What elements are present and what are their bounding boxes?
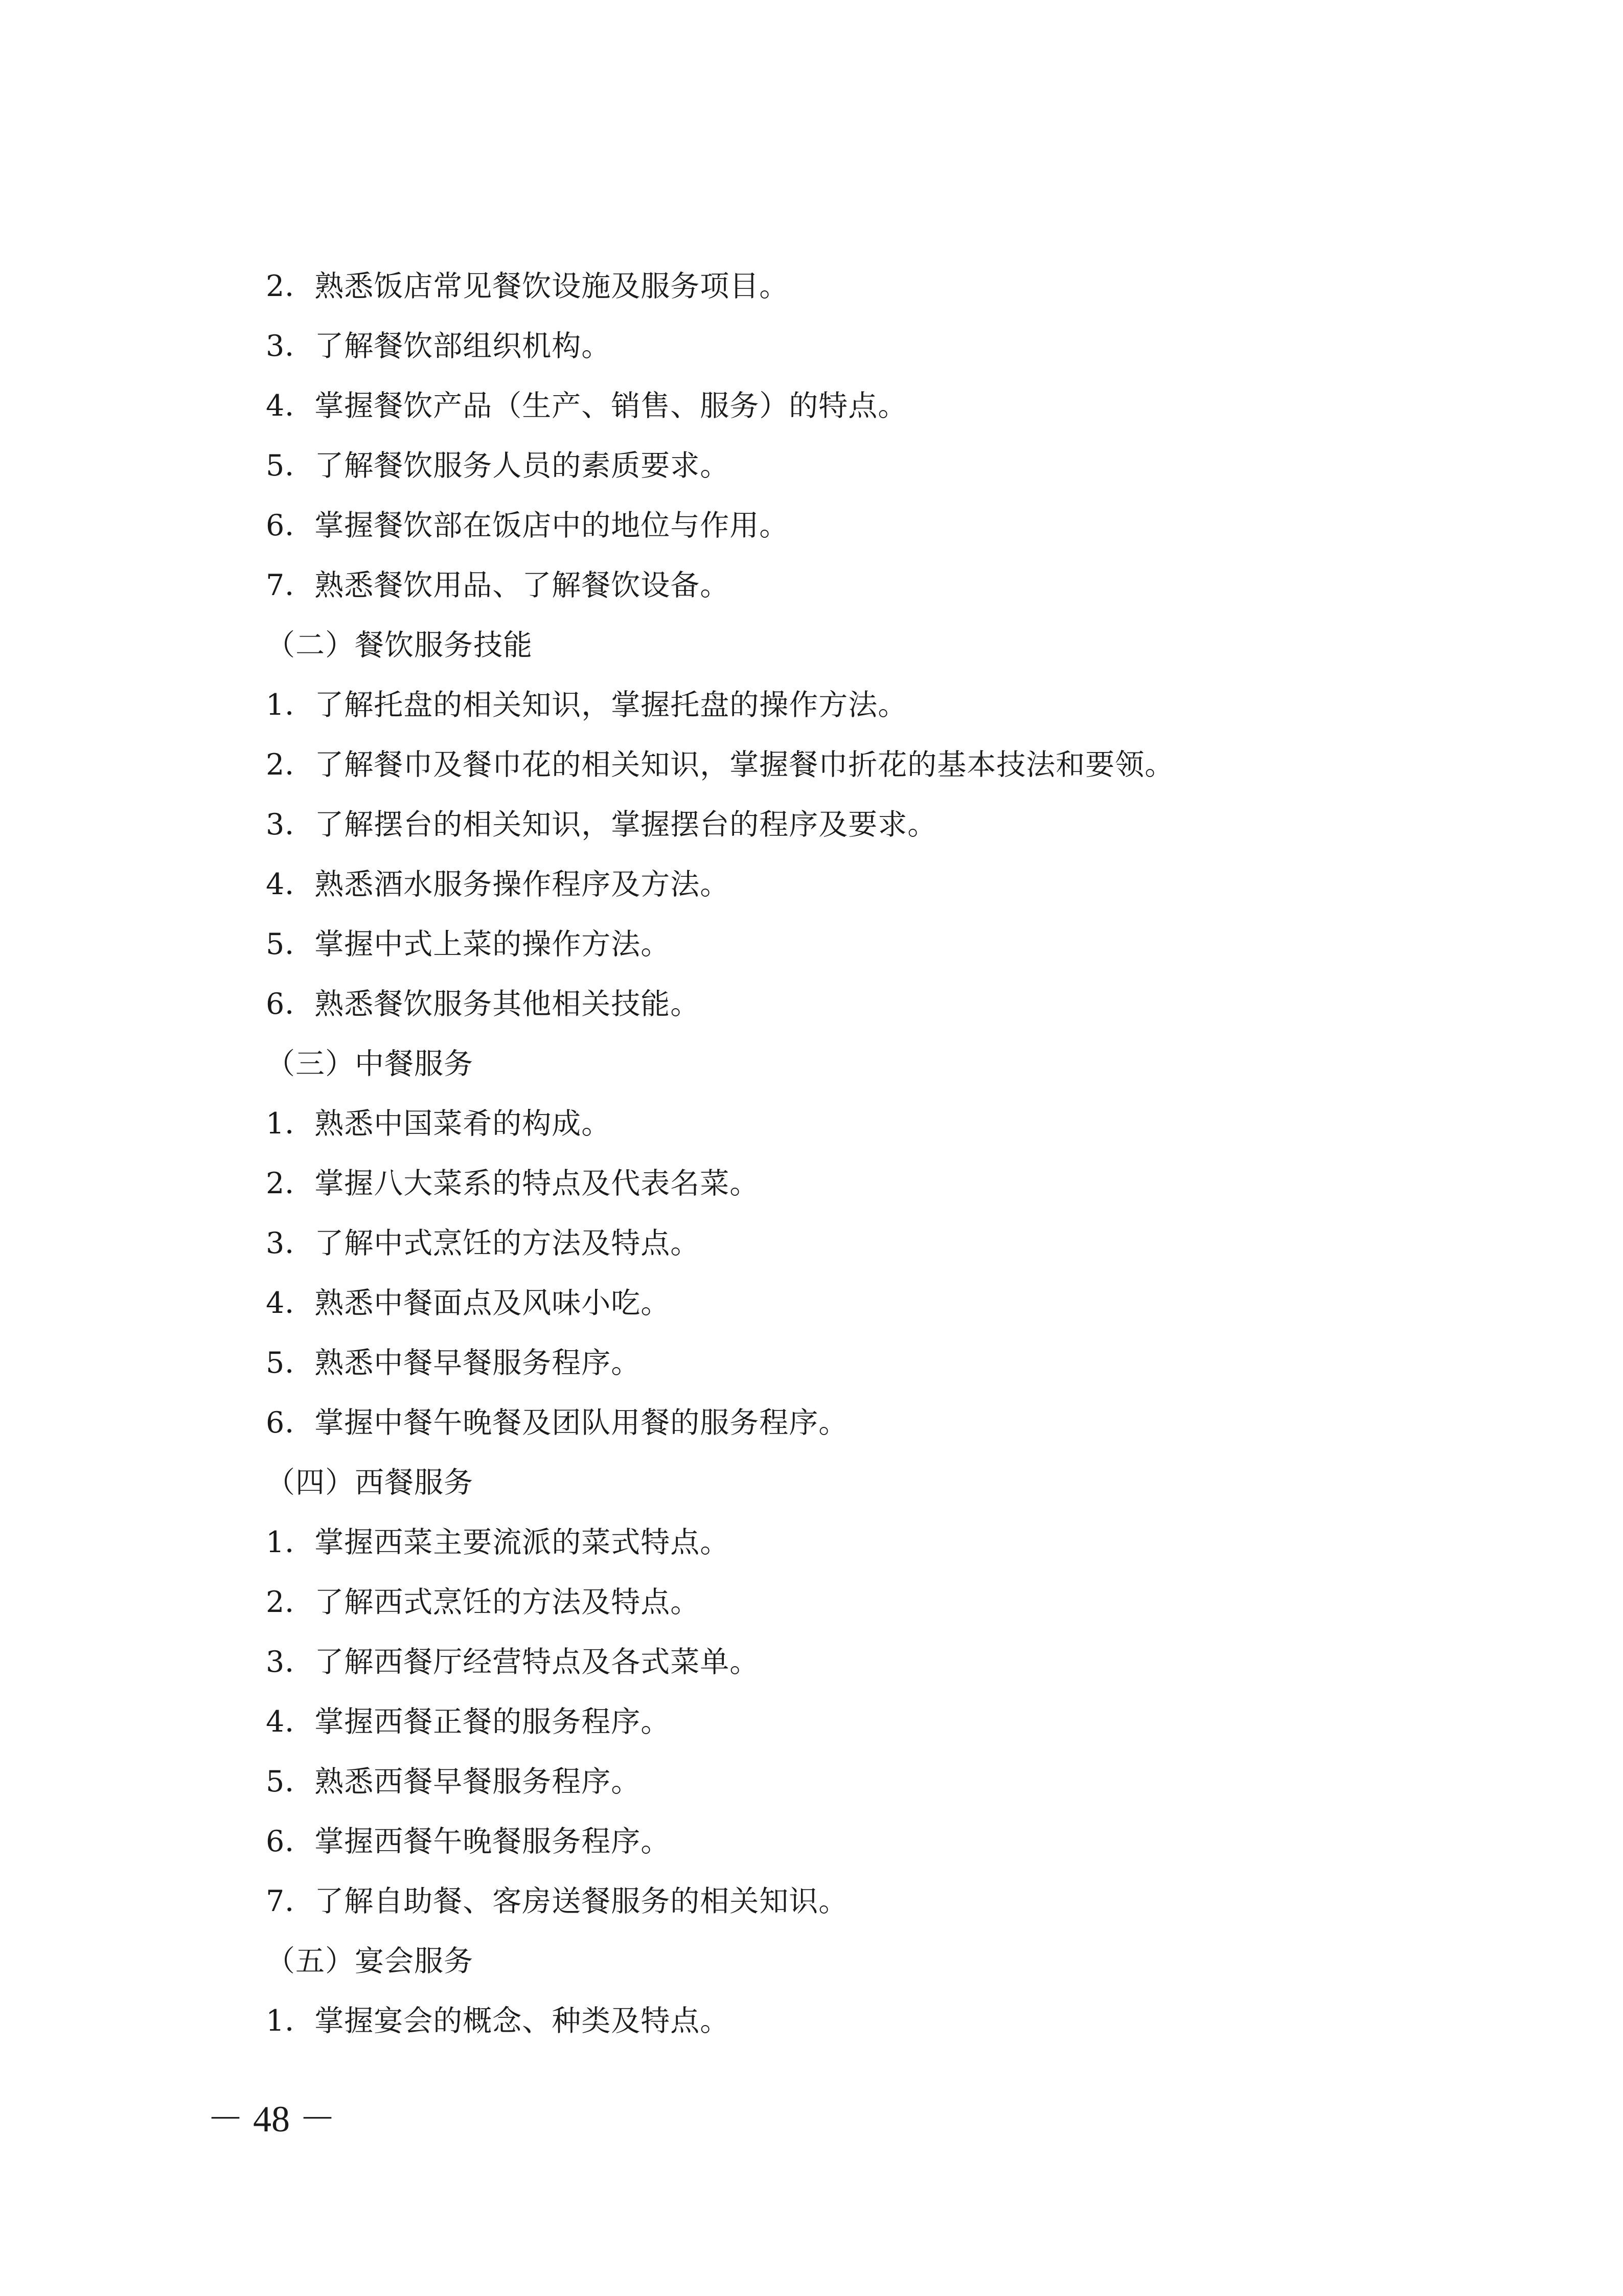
list-item: 1．掌握西菜主要流派的菜式特点。 — [266, 1526, 730, 1559]
list-item: 7．熟悉餐饮用品、了解餐饮设备。 — [266, 569, 730, 602]
list-item: 5．熟悉西餐早餐服务程序。 — [266, 1765, 641, 1799]
section-heading: （五）宴会服务 — [266, 1944, 473, 1978]
list-item: 6．掌握餐饮部在饭店中的地位与作用。 — [266, 509, 789, 542]
list-item: 2．熟悉饭店常见餐饮设施及服务项目。 — [266, 269, 789, 303]
list-item: 3．了解摆台的相关知识，掌握摆台的程序及要求。 — [266, 808, 938, 842]
list-item: 1．熟悉中国菜肴的构成。 — [266, 1107, 611, 1141]
section-heading: （三）中餐服务 — [266, 1047, 473, 1081]
list-item: 4．熟悉酒水服务操作程序及方法。 — [266, 868, 730, 901]
list-item: 5．了解餐饮服务人员的素质要求。 — [266, 449, 730, 483]
list-item: 3．了解西餐厅经营特点及各式菜单。 — [266, 1645, 760, 1679]
list-item: 4．掌握餐饮产品（生产、销售、服务）的特点。 — [266, 389, 908, 423]
list-item: 3．了解中式烹饪的方法及特点。 — [266, 1226, 700, 1260]
list-item: 4．熟悉中餐面点及风味小吃。 — [266, 1286, 671, 1320]
list-item: 7．了解自助餐、客房送餐服务的相关知识。 — [266, 1884, 849, 1918]
list-item: 2．了解餐巾及餐巾花的相关知识，掌握餐巾折花的基本技法和要领。 — [266, 748, 1175, 782]
list-item: 2．掌握八大菜系的特点及代表名菜。 — [266, 1167, 760, 1200]
list-item: 1．掌握宴会的概念、种类及特点。 — [266, 2004, 730, 2038]
list-item: 6．掌握中餐午晚餐及团队用餐的服务程序。 — [266, 1406, 849, 1440]
section-heading: （二）餐饮服务技能 — [266, 628, 533, 662]
page-number: － 48 － — [207, 2099, 336, 2140]
list-item: 1．了解托盘的相关知识，掌握托盘的操作方法。 — [266, 688, 908, 722]
list-item: 4．掌握西餐正餐的服务程序。 — [266, 1705, 671, 1739]
list-item: 5．掌握中式上菜的操作方法。 — [266, 927, 671, 961]
list-item: 6．熟悉餐饮服务其他相关技能。 — [266, 987, 700, 1021]
list-item: 6．掌握西餐午晚餐服务程序。 — [266, 1825, 671, 1858]
section-heading: （四）西餐服务 — [266, 1466, 473, 1499]
list-item: 2．了解西式烹饪的方法及特点。 — [266, 1585, 700, 1619]
list-item: 5．熟悉中餐早餐服务程序。 — [266, 1346, 641, 1380]
list-item: 3．了解餐饮部组织机构。 — [266, 329, 611, 363]
